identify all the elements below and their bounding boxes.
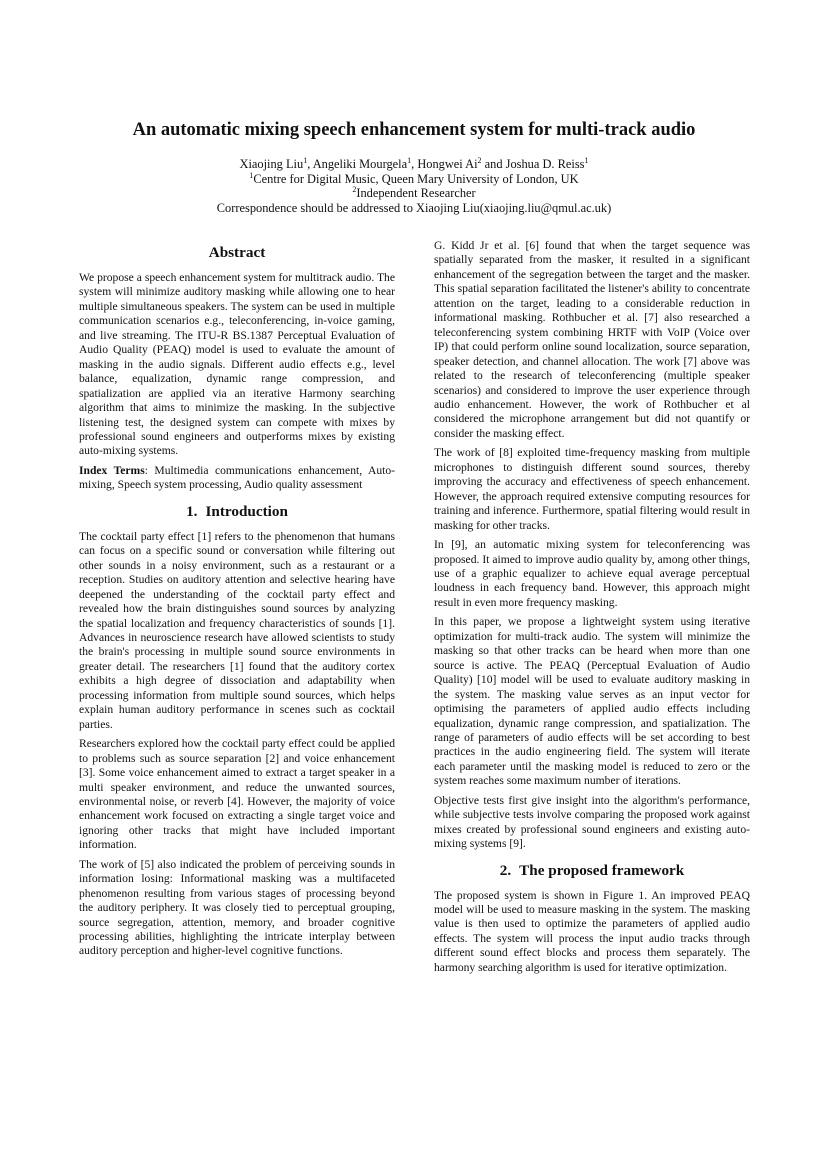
author-affiliation-mark: 1 — [407, 155, 412, 165]
intro-paragraph: The cocktail party effect [1] refers to the phenomenon that humans can focus on a specific sound or conversation while filtering out other sounds in a noisy environment, such as a restaurant or a reception. Studies on auditory attention and selective hearing have deepened the understanding of the cocktail party effect and revealed how the brain distinguishes sound sources by analyzing the spatial localization and frequency characteristics of sounds [1]. Advances in neuroscience research have allowed scientists to study the brain's processing in multiple sound source environments in greater detail. The researchers [1] found that the auditory cortex exhibits a high degree of dissociation and adaptability when processing information from multiple sound sources, which helps explain human auditory performance in scenes such as cocktail parties. — [79, 529, 395, 731]
affiliation-1 — [90, 172, 738, 187]
section-number: 1. — [186, 502, 198, 520]
author-affiliation-mark: 1 — [303, 155, 308, 165]
abstract-text: We propose a speech enhancement system for multitrack audio. The system will minimize auditory masking while allowing one to hear multiple simultaneous speakers. The system can be used in multiple communication scenarios e.g., teleconferencing, in-voice gaming, and live streaming. The ITU-R BS.1387 Perceptual Evaluation of Audio Quality (PEAQ) model is used to evaluate the amount of masking in the audio signals. Different audio effects e.g., level balance, equalization, dynamic range compression, and spatialization are applied via an iterative Harmony searching algorithm that aims to minimize the masking. In the subjective listening test, the designed system can compete with mixes by professional sound engineers and outperforms mixes by existing auto-mixing systems. — [79, 271, 395, 458]
author-list — [90, 157, 738, 172]
section-title: Introduction — [205, 502, 288, 520]
framework-paragraph: The proposed system is shown in Figure 1. An improved PEAQ model will be used to measure masking in the system. The masking value is then used to optimize the parameters of applied audio effects. The system will process the input audio tracks through different sound effect blocks and process them separately. The harmony searching algorithm is used for iterative optimization. — [434, 888, 750, 974]
author-block — [90, 157, 738, 215]
index-terms — [79, 464, 395, 493]
intro-paragraph: In [9], an automatic mixing system for teleconferencing was proposed. It aimed to improve audio quality by, among other things, use of a graphic equalizer to achieve equal average perceptual loudness in each frequency band. However, this approach might result in even more frequency masking. — [434, 538, 750, 609]
affiliation-2 — [90, 186, 738, 201]
index-terms-text: : Multimedia communications enhancement, Auto-mixing, Speech system processing, Audio quality assessment — [79, 463, 395, 492]
intro-paragraph: G. Kidd Jr et al. [6] found that when the target sequence was spatially separated from the masker, it resulted in a significant enhancement of the segregation between the target and the masker. This spatial separation facilitated the listener's ability to concentrate attention on the target, leading to a considerable reduction in informational masking. Rothbucher et al. [7] also researched a teleconferencing system combining HRTF with VoIP (Voice over IP) that could perform online sound localization, source separation, speaker detection, and channel allocation. The work [7] above was related to the research of teleconferencing (multiple speaker scenarios) and considered to improve the user experience through audio enhancement. However, the work of Rothbucher et al considered the microphone arrangement but did not quantify or consider the masking effect. — [434, 239, 750, 440]
introduction-heading — [79, 503, 395, 521]
right-column — [434, 239, 750, 980]
affiliation-text: Centre for Digital Music, Queen Mary University of London, UK — [253, 171, 579, 186]
intro-paragraph: Researchers explored how the cocktail party effect could be applied to problems such as source separation [2] and voice enhancement [3]. Some voice enhancement aimed to extract a target speaker in a multi speaker environment, and reduce the unwanted sources, environmental noise, or reverb [4]. However, the majority of voice enhancement work focused on extracting a single target voice and ignoring other tracks that might have included important information. — [79, 737, 395, 852]
author-affiliation-mark: 1 — [584, 155, 589, 165]
section-number: 2. — [499, 861, 512, 879]
intro-paragraph: The work of [8] exploited time-frequency masking from multiple microphones to distinguish different sound sources, thereby improving the accuracy and effectiveness of speech enhancement. However, the approach required extensive computing resources for training and inference. Furthermore, spatial filtering would result in masking for other tracks. — [434, 446, 750, 532]
framework-heading — [434, 862, 750, 880]
index-terms-label: Index Terms — [79, 463, 145, 477]
author-separator: , — [411, 157, 418, 171]
author-name: Xiaojing Liu — [239, 157, 304, 171]
intro-paragraph: In this paper, we propose a lightweight system using iterative optimization for multi-track audio. The system will minimize the masking so that other tracks can be heard when more than one source is active. The PEAQ (Perceptual Evaluation of Audio Quality) [10] model will be used to evaluate auditory masking in the system. The masking value serves as an input vector for optimising the parameters of applied audio effects including equalization, dynamic range compression, and spatialization. The range of parameters of audio effects will be set according to best practices in the audio engineering field. The system will iterate each parameter until the masking model is reduced to zero or the system reaches some maximum number of iterations. — [434, 615, 750, 788]
affiliation-text: Independent Researcher — [356, 186, 476, 200]
author-affiliation-mark: 2 — [477, 155, 482, 165]
author-separator: and — [481, 157, 506, 171]
intro-paragraph: Objective tests first give insight into the algorithm's performance, while subjective tests involve comparing the proposed work against mixes created by professional sound engineers and existing auto-mixing systems [9]. — [434, 793, 750, 851]
affiliation-mark: 1 — [249, 170, 254, 180]
affiliation-mark: 2 — [352, 184, 357, 194]
author-name: Angeliki Mourgela — [312, 157, 408, 171]
author-name: Joshua D. Reiss — [505, 157, 585, 171]
intro-paragraph: The work of [5] also indicated the problem of perceiving sounds in information losing: Informational masking was a multifaceted phenomenon resulting from various stages of processing beyond the auditory periphery. It was closely tied to perceptual grouping, source segregation, attention, memory, and broader cognitive processing abilities, highlighting the intricate interplay between auditory perception and higher-level cognitive functions. — [79, 857, 395, 958]
left-column — [79, 244, 395, 964]
correspondence-line: Correspondence should be addressed to Xiaojing Liu(xiaojing.liu@qmul.ac.uk) — [216, 200, 612, 215]
section-title: The proposed framework — [519, 861, 685, 879]
abstract-heading: Abstract — [208, 244, 266, 261]
author-separator: , — [307, 157, 313, 171]
paper-title: An automatic mixing speech enhancement system for multi-track audio — [132, 120, 696, 140]
author-name: Hongwei Ai — [417, 157, 478, 171]
